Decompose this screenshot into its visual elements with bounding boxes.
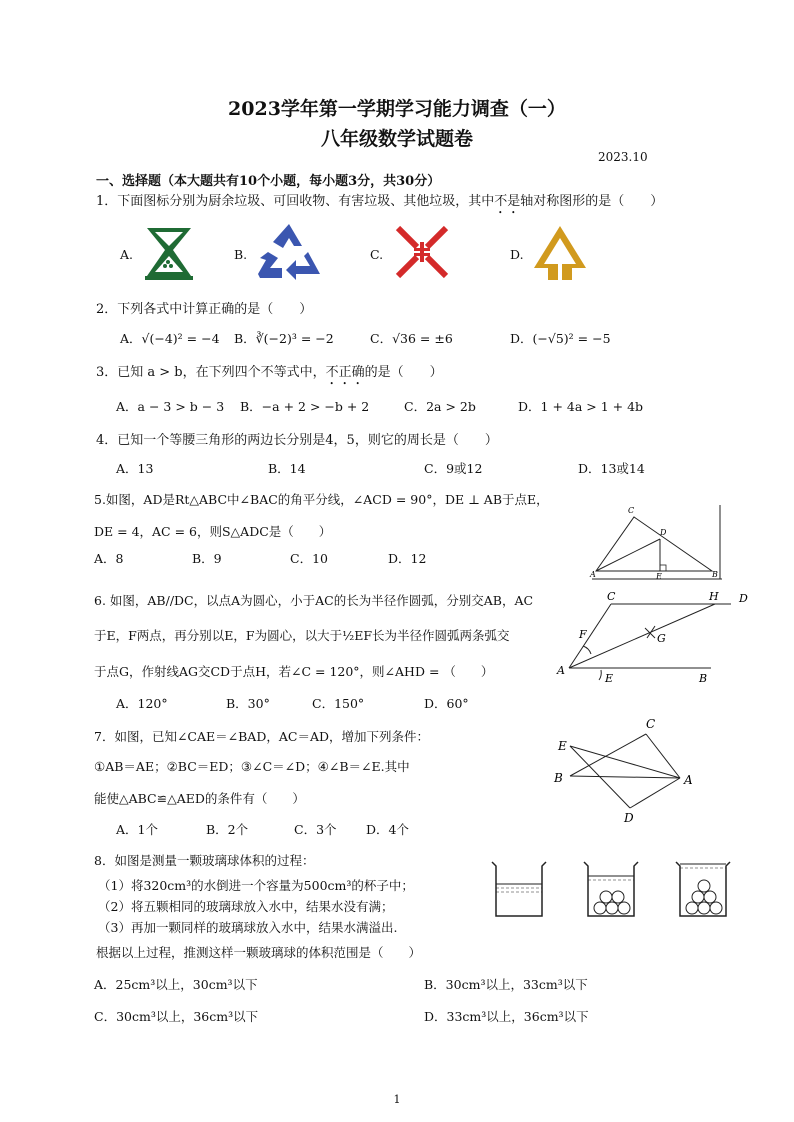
q3-option-d: D．1 + 4a > 1 + 4b bbox=[518, 399, 644, 414]
question-5-line2: DE = 4，AC = 6，则S△ADC是（ ） bbox=[94, 524, 332, 539]
question-8-line1: 8．如图是测量一颗玻璃球体积的过程： bbox=[94, 853, 315, 868]
label-e: E bbox=[605, 672, 614, 685]
q3-option-b: B．−a + 2 > −b + 2 bbox=[240, 399, 370, 414]
label-a: A bbox=[557, 664, 565, 677]
question-6-line1: 6. 如图，AB//DC，以点A为圆心，小于AC的长为半径作圆弧，分别交AB，AC bbox=[94, 593, 534, 608]
q7-option-c: C．3个 bbox=[294, 822, 337, 837]
exam-subtitle: 八年级数学试题卷 bbox=[320, 128, 473, 150]
q7-option-b: B．2个 bbox=[206, 822, 249, 837]
q6-option-d: D．60° bbox=[424, 696, 469, 711]
q2-option-c: C．√36 = ±6 bbox=[370, 331, 453, 346]
q3-option-c: C．2a > 2b bbox=[404, 399, 476, 414]
exam-title: 2023学年第一学期学习能力调查（一） bbox=[228, 98, 566, 120]
q5-option-c: C．10 bbox=[290, 551, 328, 566]
label-c: C bbox=[646, 717, 656, 731]
label-b: B bbox=[699, 672, 708, 685]
label-d: D bbox=[739, 592, 748, 605]
label-a: A bbox=[684, 773, 693, 787]
q1-option-b: B. bbox=[234, 247, 248, 262]
q8-option-d: D．33cm³以上，36cm³以下 bbox=[424, 1009, 589, 1024]
page-number: 1 bbox=[393, 1093, 401, 1106]
question-3: 3．已知 a > b，在下列四个不等式中，不正确的是（ ） bbox=[96, 365, 443, 380]
label-d: D bbox=[624, 811, 634, 825]
question-8-step3: （3）再加一颗同样的玻璃球放入水中，结果水满溢出. bbox=[98, 920, 398, 935]
beaker-step3 bbox=[674, 860, 734, 920]
question-4: 4．已知一个等腰三角形的两边长分别是4，5，则它的周长是（ ） bbox=[96, 433, 498, 448]
q6-option-c: C．150° bbox=[312, 696, 365, 711]
q4-option-b: B．14 bbox=[268, 461, 306, 476]
question-7-line1: 7．如图，已知∠CAE＝∠BAD，AC＝AD，增加下列条件： bbox=[94, 729, 429, 744]
q2-option-b: B．∛(−2)³ = −2 bbox=[234, 331, 334, 346]
q4-option-c: C．9或12 bbox=[424, 461, 483, 476]
label-e: E bbox=[656, 572, 662, 581]
label-f: F bbox=[579, 628, 587, 641]
question-5-line1: 5.如图，AD是Rt△ABC中∠BAC的角平分线，∠ACD = 90°，DE ⊥ AB于点E， bbox=[94, 492, 549, 507]
q1-option-d: D. bbox=[510, 247, 524, 262]
question-8-step1: （1）将320cm³的水倒进一个容量为500cm³的杯子中； bbox=[98, 878, 414, 893]
label-g: G bbox=[657, 632, 666, 645]
label-a: A bbox=[590, 570, 596, 579]
other-waste-icon bbox=[532, 224, 588, 282]
question-2: 2．下列各式中计算正确的是（ ） bbox=[96, 302, 313, 317]
hazardous-waste-icon bbox=[394, 224, 450, 280]
q5-triangle-figure bbox=[588, 503, 724, 583]
question-6-line3: 于点G，作射线AG交CD于点H，若∠C = 120°，则∠AHD = （ ） bbox=[94, 664, 494, 679]
beaker-step1 bbox=[490, 860, 550, 920]
q8-option-c: C．30cm³以上，36cm³以下 bbox=[94, 1009, 259, 1024]
q2-option-a: A．√(−4)² = −4 bbox=[120, 331, 220, 346]
question-6-line2: 于E，F两点，再分别以E，F为圆心，以大于½EF长为半径作圆弧两条弧交 bbox=[94, 628, 510, 643]
q3-option-a: A．a − 3 > b − 3 bbox=[116, 399, 225, 414]
kitchen-waste-icon bbox=[143, 226, 195, 282]
question-1: 1．下面图标分别为厨余垃圾、可回收物、有害垃圾、其他垃圾，其中不是轴对称图形的是（ ） bbox=[96, 194, 664, 209]
q4-option-a: A．13 bbox=[116, 461, 154, 476]
q6-option-a: A．120° bbox=[116, 696, 168, 711]
q2-option-d: D．(−√5)² = −5 bbox=[510, 331, 611, 346]
q6-parallel-lines-figure bbox=[555, 588, 755, 688]
question-7-line2: ①AB＝AE；②BC＝ED；③∠C＝∠D；④∠B＝∠E.其中 bbox=[94, 759, 410, 774]
q4-option-d: D．13或14 bbox=[578, 461, 645, 476]
beaker-step2 bbox=[582, 860, 642, 920]
label-b: B bbox=[554, 771, 563, 785]
q1-option-c: C. bbox=[370, 247, 384, 262]
recyclable-icon bbox=[256, 222, 322, 282]
q6-option-b: B．30° bbox=[226, 696, 270, 711]
label-h: H bbox=[709, 590, 719, 603]
question-7-line3: 能使△ABC≌△AED的条件有（ ） bbox=[94, 791, 305, 806]
label-e: E bbox=[558, 739, 567, 753]
q5-option-b: B．9 bbox=[192, 551, 222, 566]
q1-option-a: A. bbox=[120, 247, 134, 262]
question-8-line5: 根据以上过程，推测这样一颗玻璃球的体积范围是（ ） bbox=[96, 945, 422, 960]
q8-option-a: A．25cm³以上，30cm³以下 bbox=[94, 977, 258, 992]
label-c: C bbox=[628, 506, 635, 515]
exam-date: 2023.10 bbox=[598, 150, 648, 164]
label-c: C bbox=[607, 590, 616, 603]
q7-triangles-figure bbox=[550, 716, 700, 828]
label-b: B bbox=[712, 570, 718, 579]
q5-option-a: A．8 bbox=[94, 551, 124, 566]
q5-option-d: D．12 bbox=[388, 551, 427, 566]
label-d: D bbox=[660, 528, 667, 537]
section-heading: 一、选择题（本大题共有10个小题，每小题3分，共30分） bbox=[96, 174, 441, 189]
q7-option-a: A．1个 bbox=[116, 822, 158, 837]
q7-option-d: D．4个 bbox=[366, 822, 409, 837]
question-8-step2: （2）将五颗相同的玻璃球放入水中，结果水没有满； bbox=[98, 899, 394, 914]
q8-option-b: B．30cm³以上，33cm³以下 bbox=[424, 977, 588, 992]
